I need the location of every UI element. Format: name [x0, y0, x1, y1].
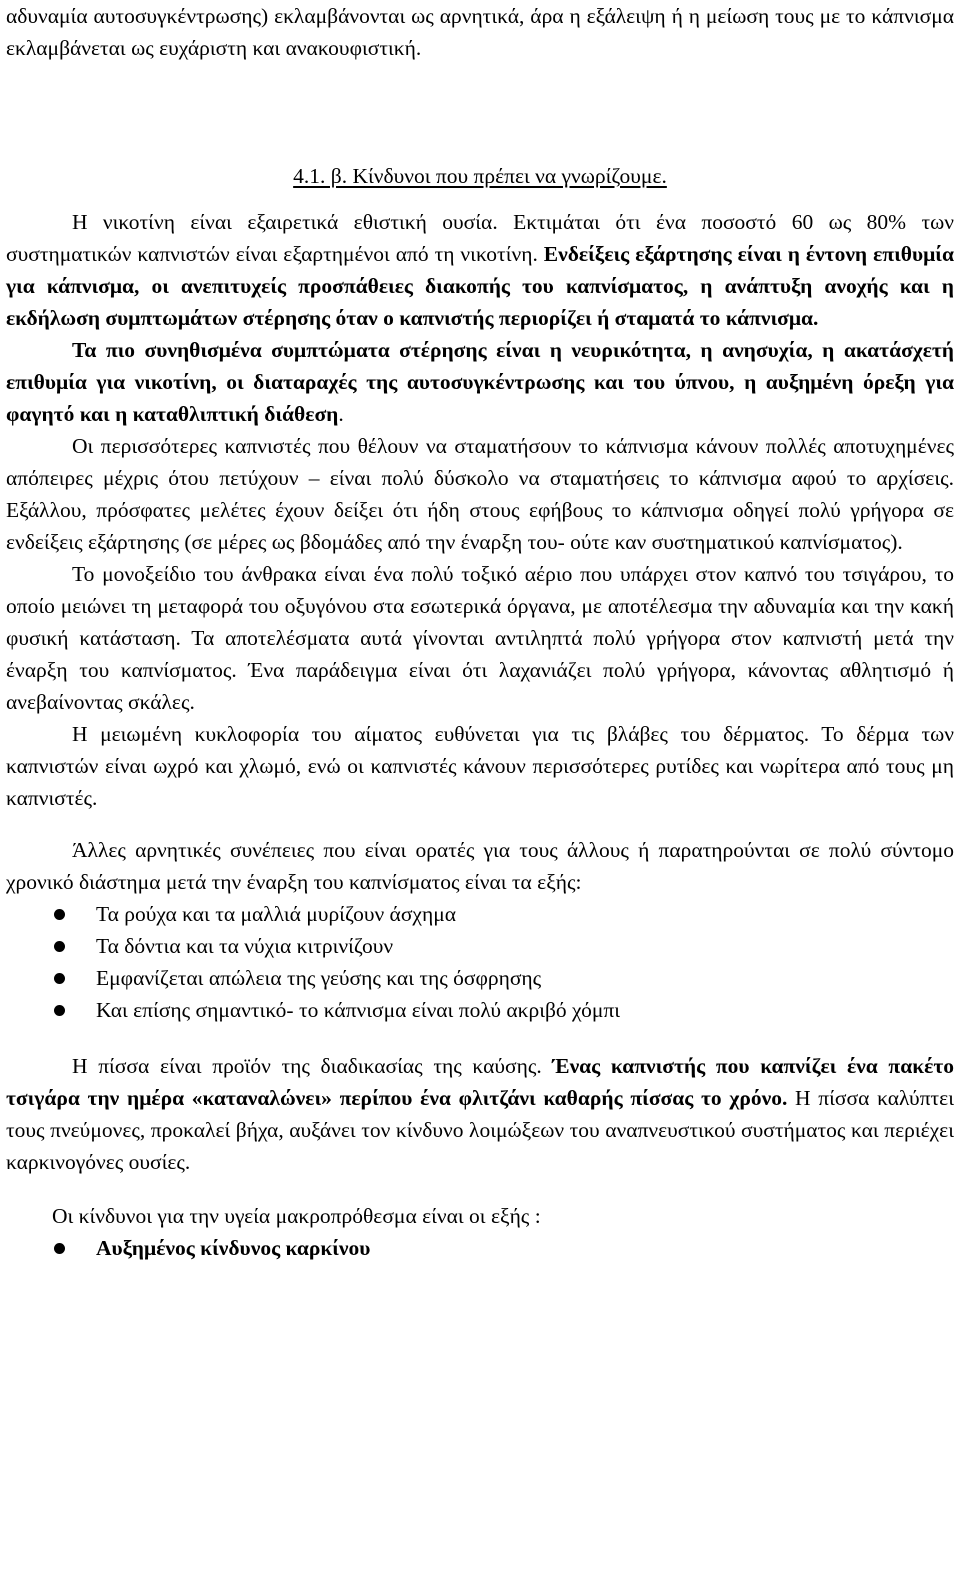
list-item [6, 898, 954, 930]
consequences-list [6, 898, 954, 1026]
paragraph-withdrawal-end: . [338, 402, 344, 426]
intro-paragraph-tail: αδυναμία αυτοσυγκέντρωσης) εκλαμβάνονται ως αρνητικά, άρα η εξάλειψη ή η μείωση τους με το κάπνισμα εκλαμβάνεται ως ευχάριστη και ανακουφιστική. [6, 4, 954, 60]
list-item [6, 962, 954, 994]
paragraph-tar-text-a: Η πίσσα είναι προϊόν της διαδικασίας της καύσης. [72, 1054, 553, 1078]
paragraph-other-consequences: Άλλες αρνητικές συνέπειες που είναι ορατές για τους άλλους ή παρατηρούνται σε πολύ σύντομο χρονικό διάστημα μετά την έναρξη του καπνίσματος είναι τα εξής: [6, 838, 954, 894]
list-item [6, 994, 954, 1026]
list-item-text: Τα ρούχα και τα μαλλιά μυρίζουν άσχημα [96, 902, 456, 926]
list-item-text: Τα δόντια και τα νύχια κιτρινίζουν [96, 934, 394, 958]
document-page [6, 0, 954, 1264]
paragraph-nicotine-bold-text: Ενδείξεις εξάρτησης είναι η έντονη επιθυμία για κάπνισμα, οι ανεπιτυχείς προσπάθειες διακοπής του καπνίσματος, η ανάπτυξη ανοχής και η εκδήλωση συμπτωμάτων στέρησης όταν ο καπνιστής περιορίζει ή σταματά το κάπνισμα. [6, 242, 954, 330]
bullet-icon [54, 941, 65, 952]
list-item-text: Αυξημένος κίνδυνος καρκίνου [96, 1236, 371, 1260]
risks-list [6, 1232, 954, 1264]
bullet-icon [54, 1005, 65, 1016]
paragraph-withdrawal-symptoms [6, 334, 954, 430]
paragraph-tar-text-b: Η πίσσα καλύπτει τους πνεύμονες, προκαλεί βήχα, αυξάνει τον κίνδυνο λοιμώξεων του αναπνευστικού συστήματος και περιέχει καρκινογόνες ουσίες. [6, 1086, 954, 1174]
paragraph-carbon-monoxide: Το μονοξείδιο του άνθρακα είναι ένα πολύ τοξικό αέριο που υπάρχει στον καπνό του τσιγάρου, το οποίο μειώνει τη μεταφορά του οξυγόνου στα εσωτερικά όργανα, με αποτέλεσμα την αδυναμία και την κακή φυσική κατάσταση. Τα αποτελέσματα αυτά γίνονται αντιληπτά πολύ γρήγορα στον καπνιστή μετά την έναρξη του καπνίσματος. Ένα παράδειγμα είναι ότι λαχανιάζει πολύ γρήγορα, κάνοντας αθλητισμό ή ανεβαίνοντας σκάλες. [6, 562, 954, 714]
paragraph-withdrawal-bold-text: Τα πιο συνηθισμένα συμπτώματα στέρησης είναι η νευρικότητα, η ανησυχία, η ακατάσχετή επιθυμία για νικοτίνη, οι διαταραχές της αυτοσυγκέντρωσης και του ύπνου, η αυξημένη όρεξη για φαγητό και η καταθλιπτική διάθεση [6, 338, 954, 426]
list-item-text: Και επίσης σημαντικό- το κάπνισμα είναι πολύ ακριβό χόμπι [96, 998, 621, 1022]
list-item-text: Εμφανίζεται απώλεια της γεύσης και της όσφρησης [96, 966, 542, 990]
section-heading: 4.1. β. Κίνδυνοι που πρέπει να γνωρίζουμε. [293, 164, 667, 188]
paragraph-long-term-risks: Οι κίνδυνοι για την υγεία μακροπρόθεσμα είναι οι εξής : [52, 1204, 541, 1228]
bullet-icon [54, 973, 65, 984]
paragraph-nicotine-addiction [6, 206, 954, 334]
paragraph-tar-bold-text: Ένας καπνιστής που καπνίζει ένα πακέτο τσιγάρα την ημέρα «καταναλώνει» περίπου ένα φλιτζάνι καθαρής πίσσας το χρόνο. [6, 1054, 954, 1110]
list-item [6, 930, 954, 962]
paragraph-tar [6, 1050, 954, 1178]
list-item [6, 1232, 954, 1264]
paragraph-skin-damage: Η μειωμένη κυκλοφορία του αίματος ευθύνεται για τις βλάβες του δέρματος. Το δέρμα των καπνιστών είναι ωχρό και χλωμό, ενώ οι καπνιστές κάνουν περισσότερες ρυτίδες και νωρίτερα από τους μη καπνιστές. [6, 722, 954, 810]
paragraph-nicotine-text: Η νικοτίνη είναι εξαιρετικά εθιστική ουσία. Εκτιμάται ότι ένα ποσοστό 60 ως 80% των συστηματικών καπνιστών είναι εξαρτημένοι από τη νικοτίνη. [6, 210, 954, 266]
bullet-icon [54, 1243, 65, 1254]
paragraph-quit-attempts: Οι περισσότερες καπνιστές που θέλουν να σταματήσουν το κάπνισμα κάνουν πολλές αποτυχημένες απόπειρες μέχρις ότου πετύχουν – είναι πολύ δύσκολο να σταματήσεις το κάπνισμα αφού το αρχίσεις. Εξάλλου, πρόσφατες μελέτες έχουν δείξει ότι ήδη στους εφήβους το κάπνισμα οδηγεί πολύ γρήγορα σε ενδείξεις εξάρτησης (σε μέρες ως βδομάδες από την έναρξη του- ούτε καν συστηματικού καπνίσματος). [6, 434, 954, 554]
bullet-icon [54, 909, 65, 920]
